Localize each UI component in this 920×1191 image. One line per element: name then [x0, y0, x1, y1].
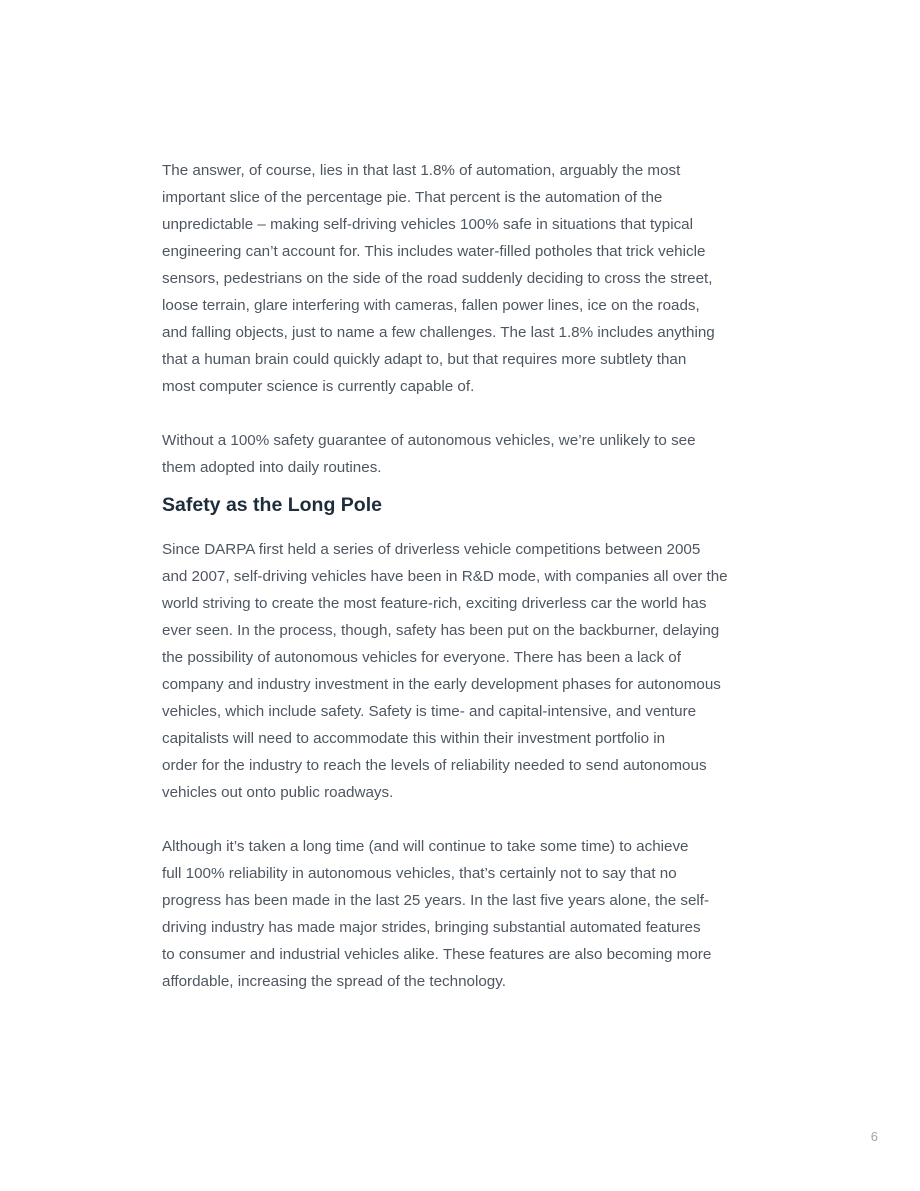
paragraph-section-1	[162, 536, 762, 806]
text-line: driving industry has made major strides, bringing substantial automated features	[162, 919, 701, 936]
text-line: company and industry investment in the early development phases for autonomous	[162, 676, 721, 693]
text-line: unpredictable – making self-driving vehicles 100% safe in situations that typical	[162, 216, 694, 233]
text-line: capitalists will need to accommodate this within their investment portfolio in	[162, 730, 666, 747]
section-heading: Safety as the Long Pole	[162, 494, 382, 516]
text-line: loose terrain, glare interfering with cameras, fallen power lines, ice on the roads,	[162, 297, 700, 314]
text-line: sensors, pedestrians on the side of the road suddenly deciding to cross the street,	[162, 270, 713, 287]
page-number: 6	[870, 1129, 878, 1144]
text-line: important slice of the percentage pie. That percent is the automation of the	[162, 189, 663, 206]
text-line: and falling objects, just to name a few challenges. The last 1.8% includes anything	[162, 324, 715, 341]
text-line: Since DARPA first held a series of driverless vehicle competitions between 2005	[162, 541, 701, 558]
text-line: engineering can’t account for. This includes water-filled potholes that trick vehicle	[162, 243, 706, 260]
text-line: world striving to create the most feature-rich, exciting driverless car the world has	[162, 595, 707, 612]
text-line: them adopted into daily routines.	[162, 459, 382, 476]
text-line: to consumer and industrial vehicles alike. These features are also becoming more	[162, 946, 712, 963]
text-line: vehicles, which include safety. Safety is time- and capital-intensive, and venture	[162, 703, 697, 720]
paragraph-section-2	[162, 833, 762, 995]
paragraph-intro-2	[162, 427, 762, 481]
text-line: Without a 100% safety guarantee of autonomous vehicles, we’re unlikely to see	[162, 432, 696, 449]
text-line: that a human brain could quickly adapt to, but that requires more subtlety than	[162, 351, 687, 368]
text-line: and 2007, self-driving vehicles have been in R&D mode, with companies all over the	[162, 568, 728, 585]
text-line: full 100% reliability in autonomous vehicles, that’s certainly not to say that no	[162, 865, 677, 882]
text-line: vehicles out onto public roadways.	[162, 784, 394, 801]
paragraph-intro-1	[162, 157, 762, 400]
paragraph-spacer	[162, 806, 762, 833]
text-line: the possibility of autonomous vehicles for everyone. There has been a lack of	[162, 649, 681, 666]
text-line: ever seen. In the process, though, safety has been put on the backburner, delaying	[162, 622, 720, 639]
text-line: most computer science is currently capable of.	[162, 378, 475, 395]
paragraph-spacer	[162, 400, 762, 427]
text-line: progress has been made in the last 25 years. In the last five years alone, the self-	[162, 892, 710, 909]
text-line: affordable, increasing the spread of the technology.	[162, 973, 506, 990]
text-line: Although it’s taken a long time (and will continue to take some time) to achieve	[162, 838, 689, 855]
page-content	[162, 157, 762, 995]
text-line: The answer, of course, lies in that last 1.8% of automation, arguably the most	[162, 162, 681, 179]
text-line: order for the industry to reach the levels of reliability needed to send autonomous	[162, 757, 707, 774]
